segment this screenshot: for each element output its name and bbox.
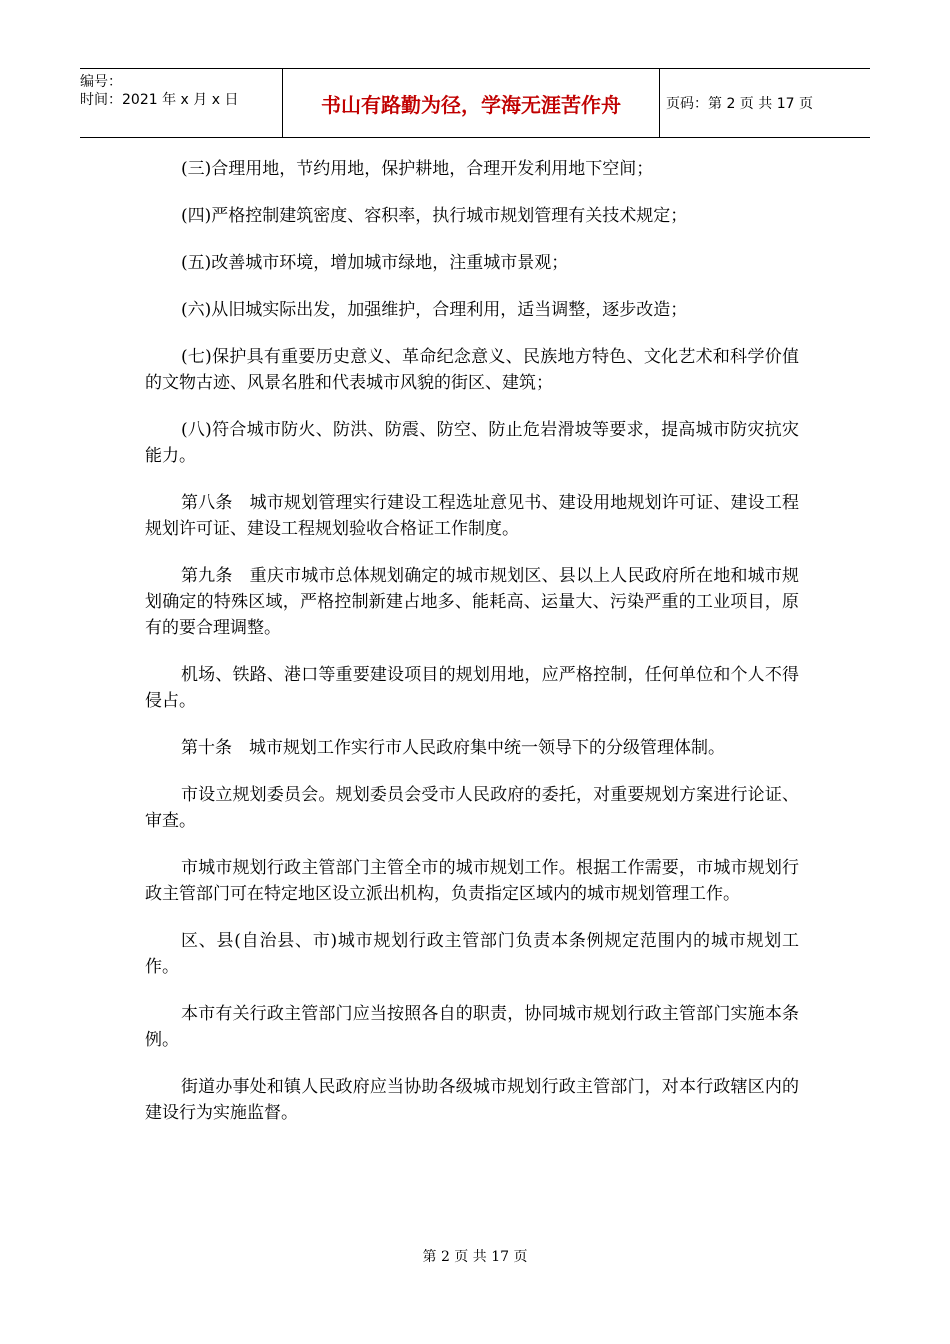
article-10: 第十条 城市规划工作实行市人民政府集中统一领导下的分级管理体制。 — [181, 738, 725, 758]
document-date-label: 时间：2021 年 x 月 x 日 — [80, 92, 239, 108]
paragraph: 市设立规划委员会。规划委员会受市人民政府的委托，对重要规划方案进行论证、审查。 — [145, 785, 799, 831]
paragraph: 街道办事处和镇人民政府应当协助各级城市规划行政主管部门，对本行政辖区内的建设行为实施监督。 — [145, 1077, 799, 1123]
paragraph: 机场、铁路、港口等重要建设项目的规划用地，应严格控制，任何单位和个人不得侵占。 — [145, 665, 799, 711]
paragraph: 区、县(自治县、市)城市规划行政主管部门负责本条例规定范围内的城市规划工作。 — [145, 931, 799, 977]
paragraph: (八)符合城市防火、防洪、防震、防空、防止危岩滑坡等要求，提高城市防灾抗灾能力。 — [145, 420, 799, 466]
header-page-number: 页码：第 2 页 共 17 页 — [666, 96, 813, 112]
page-header — [80, 68, 870, 138]
document-body — [145, 156, 799, 1147]
page-footer: 第 2 页 共 17 页 — [422, 1249, 528, 1265]
paragraph: (七)保护具有重要历史意义、革命纪念意义、民族地方特色、文化艺术和科学价值的文物古迹、风景名胜和代表城市风貌的街区、建筑； — [145, 347, 799, 393]
document-number-label: 编号： — [80, 74, 122, 90]
header-meta — [80, 69, 282, 137]
header-motto: 书山有路勤为径，学海无涯苦作舟 — [282, 69, 660, 137]
article-8: 第八条 城市规划管理实行建设工程选址意见书、建设用地规划许可证、建设工程规划许可证、建设工程规划验收合格证工作制度。 — [145, 493, 799, 539]
paragraph: 市城市规划行政主管部门主管全市的城市规划工作。根据工作需要，市城市规划行政主管部门可在特定地区设立派出机构，负责指定区域内的城市规划管理工作。 — [145, 858, 799, 904]
article-9: 第九条 重庆市城市总体规划确定的城市规划区、县以上人民政府所在地和城市规划确定的特殊区域，严格控制新建占地多、能耗高、运量大、污染严重的工业项目，原有的要合理调整。 — [145, 566, 799, 638]
paragraph: (六)从旧城实际出发，加强维护，合理利用，适当调整，逐步改造； — [181, 300, 688, 320]
paragraph: 本市有关行政主管部门应当按照各自的职责，协同城市规划行政主管部门实施本条例。 — [145, 1004, 799, 1050]
paragraph: (三)合理用地，节约用地，保护耕地，合理开发利用地下空间； — [181, 159, 654, 179]
paragraph: (四)严格控制建筑密度、容积率，执行城市规划管理有关技术规定； — [181, 206, 688, 226]
paragraph: (五)改善城市环境，增加城市绿地，注重城市景观； — [181, 253, 569, 273]
